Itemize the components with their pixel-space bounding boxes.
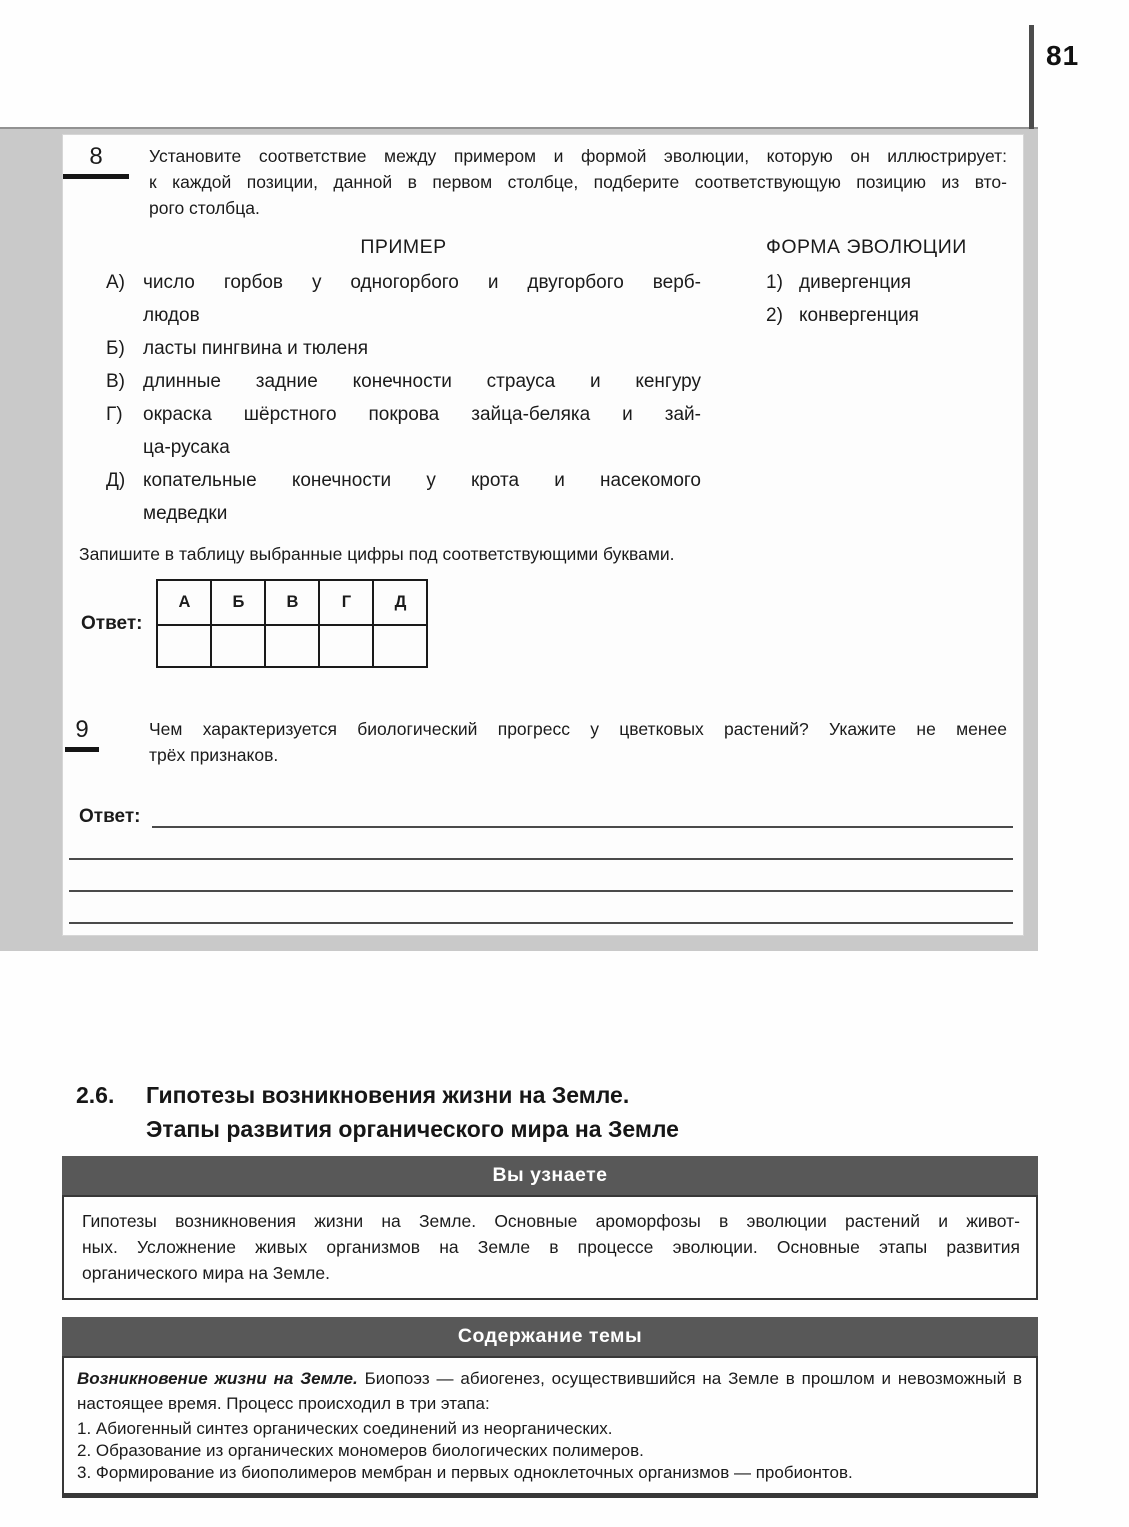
example-line: ласты пингвина и тюленя [143,338,369,359]
example-line: людов [143,305,200,326]
question-9-number-block [63,716,149,768]
question-9 [63,716,1023,768]
task-line: Чем характеризуется биологический прогресс у цветковых растений? Укажите не менее [149,719,1007,739]
answer-line [152,804,1013,828]
answer-table-input-cell [265,625,319,667]
answer-table-header-cell: А [157,580,211,625]
content-lead-rest: Биопоэз — абиогенез, осуществившийся на Земле в прошлом и невозможный в настоящее время. Процесс происходил в три этапа: [77,1369,1022,1413]
form-number: 1) [766,272,783,293]
match-column-headers [63,233,1023,261]
task-line: Установите соответствие между примером и формой эволюции, которую он иллюстрирует: [149,146,1007,166]
write-instruction: Запишите в таблицу выбранные цифры под соответствующими буквами. [79,544,675,564]
example-item [106,398,701,464]
content-item: 1. Абиогенный синтез органических соединений из неорганических. [77,1419,613,1438]
example-line: медведки [143,503,228,524]
section-heading [76,1078,1038,1146]
example-letter: Г) [106,404,123,425]
example-text [143,332,701,365]
form-label: дивергенция [799,272,912,293]
content-banner: Содержание темы [62,1317,1038,1356]
example-letter: В) [106,371,125,392]
question-8-task-text [149,143,1023,221]
example-letter: Д) [106,470,126,491]
content-lead-bold: Возникновение жизни на Земле. [77,1369,358,1388]
question-8-answer [81,579,1023,668]
section-2-6 [62,1078,1038,1498]
question-number: 8 [89,143,103,170]
answer-table [156,579,428,668]
question-number-underline [63,174,129,179]
forms-header: ФОРМА ЭВОЛЮЦИИ [766,236,967,258]
example-line: копательные конечности у крота и насекомого [143,470,701,491]
content-lead [77,1366,1022,1416]
you-learn-line: ных. Усложнение живых организмов на Земле в процессе эволюции. Основные этапы развития [82,1237,1020,1257]
example-item [106,464,701,530]
spacer [62,1300,1038,1307]
answer-table-input-cell [373,625,427,667]
section-title-line: Гипотезы возникновения жизни на Земле. [146,1082,630,1108]
answer-label: Ответ: [81,612,143,634]
question-9-answer [79,804,1013,828]
example-text [143,266,701,332]
content-item: 3. Формирование из биополимеров мембран и первых одноклеточных организмов — пробионтов. [77,1463,853,1482]
you-learn-banner: Вы узнаете [62,1156,1038,1195]
answer-line [69,828,1013,860]
section-title-line: Этапы развития органического мира на Земле [146,1116,679,1142]
example-item [106,332,701,365]
examples-header: ПРИМЕР [360,236,447,258]
answer-table-header-cell: Б [211,580,265,625]
match-columns [63,266,1023,530]
content-item: 2. Образование из органических мономеров биологических полимеров. [77,1441,644,1460]
task-line: к каждой позиции, данной в первом столбце, подберите соответствующую позицию из вто- [149,172,1007,192]
form-item [766,266,919,299]
example-text [143,464,701,530]
example-line: ца-русака [143,437,230,458]
answer-table-input-cell [319,625,373,667]
examples-list [106,266,701,530]
you-learn-line: органического мира на Земле. [82,1263,330,1283]
form-item [766,299,919,332]
section-title [146,1078,679,1146]
example-line: длинные задние конечности страуса и кенгуру [143,371,701,392]
example-letter: А) [106,272,125,293]
example-text [143,398,701,464]
answer-table-header-cell: В [265,580,319,625]
question-number: 9 [75,716,89,743]
answer-table-value-row [157,625,427,667]
you-learn-line: Гипотезы возникновения жизни на Земле. Основные ароморфозы в эволюции растений и живот- [82,1211,1020,1231]
answer-table-header-cell: Д [373,580,427,625]
question-8 [63,143,1023,221]
task-line: рого столбца. [149,198,260,218]
exercise-sheet [62,134,1024,936]
answer-table-input-cell [157,625,211,667]
example-line: число горбов у одногорбого и двугорбого верб- [143,272,701,293]
answer-table-header-row [157,580,427,625]
forms-list [766,266,919,530]
page-edge-bar [1029,25,1034,129]
question-number-underline [65,747,99,752]
example-item [106,365,701,398]
example-item [106,266,701,332]
answer-line [69,860,1013,892]
form-number: 2) [766,305,783,326]
example-line: окраска шёрстного покрова зайца-беляка и зай- [143,404,701,425]
page-number: 81 [1046,40,1080,71]
question-8-number-block [63,143,149,221]
answer-table-input-cell [211,625,265,667]
example-text [143,365,701,398]
question-9-task-text [149,716,1023,768]
answer-table-header-cell: Г [319,580,373,625]
answer-label: Ответ: [79,806,141,827]
form-label: конвергенция [799,305,919,326]
answer-line [69,892,1013,924]
task-line: трёх признаков. [149,745,279,765]
content-box [62,1356,1038,1498]
section-number: 2.6. [76,1082,115,1108]
example-letter: Б) [106,338,125,359]
you-learn-box [62,1195,1038,1300]
content-list [77,1418,1022,1484]
